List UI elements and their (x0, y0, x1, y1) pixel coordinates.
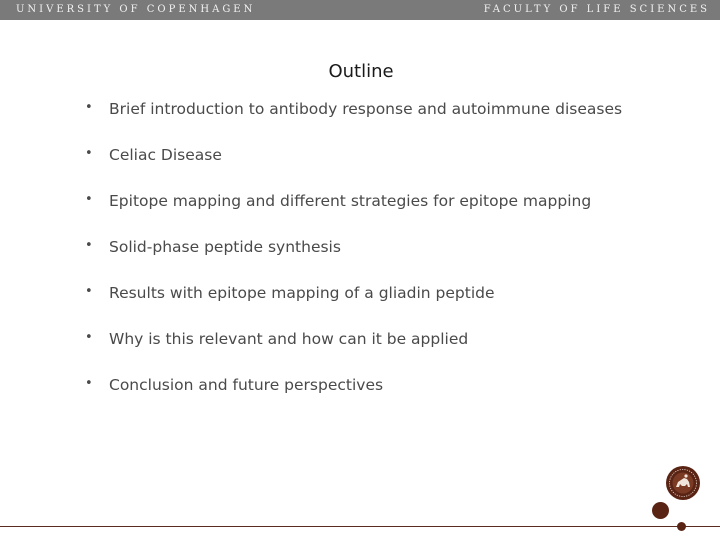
footer-rule (0, 526, 720, 527)
bullet-icon: • (85, 100, 93, 115)
outline-item (0, 236, 700, 260)
outline-item-text: Epitope mapping and different strategies for epitope mapping (109, 192, 592, 210)
university-seal-icon (665, 465, 701, 501)
outline-item-text: Results with epitope mapping of a gliadin peptide (109, 284, 495, 302)
decorative-dot-large (652, 502, 669, 519)
outline-item-text: Solid-phase peptide synthesis (109, 238, 341, 256)
outline-item (0, 98, 700, 122)
bullet-icon: • (85, 330, 93, 345)
bullet-icon: • (85, 238, 93, 253)
faculty-name: FACULTY OF LIFE SCIENCES (483, 4, 710, 15)
bullet-icon: • (85, 146, 93, 161)
slide-title-text: Outline (328, 61, 394, 82)
outline-item (0, 144, 700, 168)
decorative-dot-small (677, 522, 686, 531)
university-name: UNIVERSITY OF COPENHAGEN (16, 4, 256, 15)
outline-item (0, 282, 700, 306)
outline-item-text: Celiac Disease (109, 146, 222, 164)
seal-graphic (665, 465, 701, 501)
bullet-icon: • (85, 192, 93, 207)
slide-title (0, 61, 720, 82)
bullet-icon: • (85, 284, 93, 299)
outline-item-text: Why is this relevant and how can it be applied (109, 330, 469, 348)
bullet-icon: • (85, 376, 93, 391)
outline-item (0, 190, 700, 214)
outline-item (0, 328, 700, 352)
outline-item (0, 374, 700, 398)
outline-item-text: Brief introduction to antibody response and autoimmune diseases (109, 100, 623, 118)
outline-item-text: Conclusion and future perspectives (109, 376, 384, 394)
header-bar (0, 0, 720, 20)
